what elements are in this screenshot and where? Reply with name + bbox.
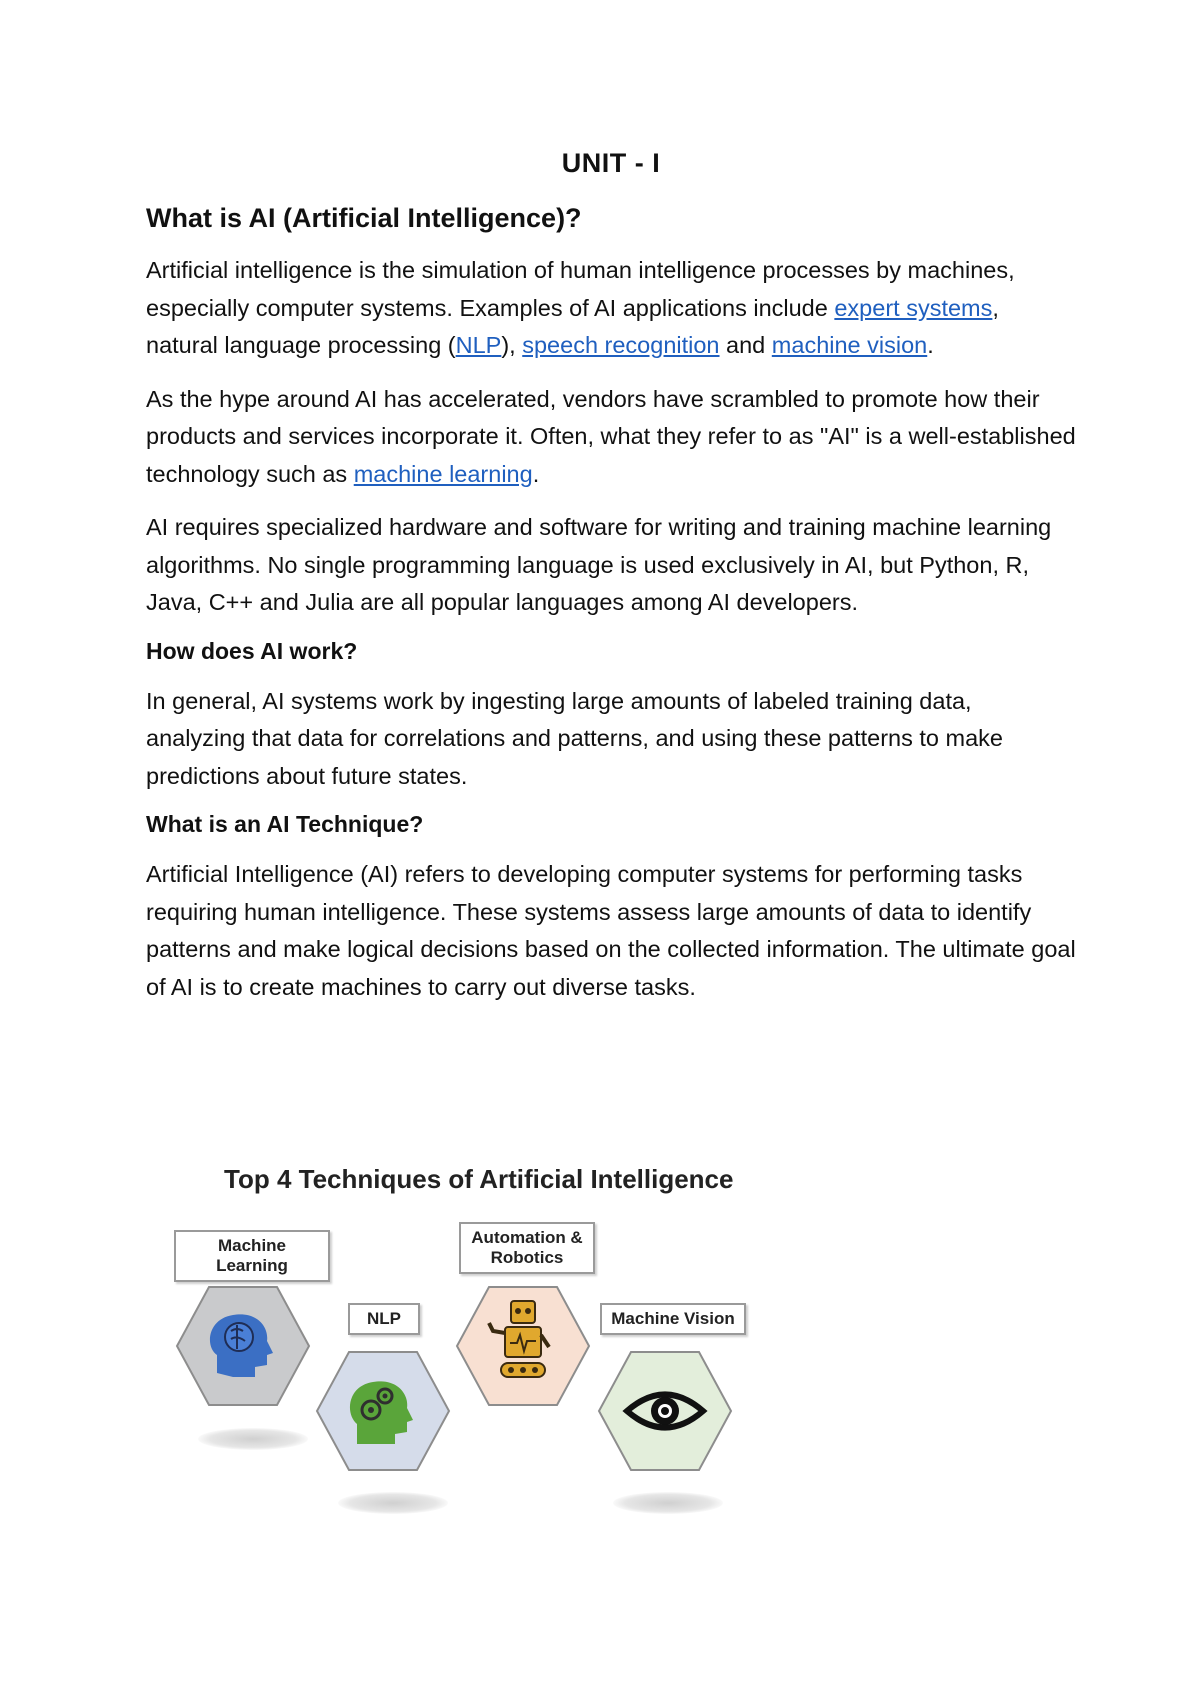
unit-title: UNIT - I [561, 148, 661, 178]
automation-robotics-hexagon [455, 1285, 591, 1407]
text-fragment: ), [501, 332, 523, 358]
hex-shadow [613, 1492, 723, 1514]
machine-learning-hexagon [175, 1285, 311, 1407]
text-fragment: . [927, 332, 934, 358]
heading-what-is-ai: What is AI (Artificial Intelligence)? [146, 203, 582, 233]
machine-vision-hexagon [597, 1350, 733, 1472]
hex-shadow [198, 1428, 308, 1450]
paragraph-ai-hype [146, 381, 1076, 494]
paragraph-ai-definition [146, 252, 1076, 365]
link-speech-recognition[interactable]: speech recognition [522, 332, 720, 358]
text-fragment: , natural language processing ( [146, 294, 999, 358]
text-fragment: and [719, 332, 772, 358]
label-machine-vision: Machine Vision [600, 1303, 746, 1335]
heading-how-ai-works: How does AI work? [146, 637, 358, 664]
label-nlp: NLP [348, 1303, 420, 1335]
document-body [146, 148, 1076, 1022]
paragraph-ai-technique: Artificial Intelligence (AI) refers to developing computer systems for performing tasks requiring human intelligence. These systems assess large amounts of data to identify patterns and make logical decisions based on the collected information. The ultimate goal of AI is to create machines to carry out diverse tasks. [146, 861, 1076, 1000]
link-expert-systems[interactable]: expert systems [834, 294, 993, 321]
label-machine-learning: Machine Learning [174, 1230, 330, 1282]
label-line: Robotics [490, 1248, 564, 1267]
heading-ai-technique: What is an AI Technique? [146, 811, 424, 837]
label-automation-robotics [459, 1222, 595, 1274]
text-fragment: . [532, 460, 540, 487]
hex-shadow [338, 1492, 448, 1514]
paragraph-ai-requirements: AI requires specialized hardware and software for writing and training machine learning algorithms. No single programming language is used exclusively in AI, but Python, R, Java, C++ and Julia are all popular languages among AI developers. [146, 514, 1052, 615]
link-machine-learning[interactable]: machine learning [353, 460, 533, 487]
label-line: Automation & [471, 1228, 583, 1247]
figure-title: Top 4 Techniques of Artificial Intelligence [224, 1164, 734, 1194]
text-fragment: Artificial intelligence is the simulation of human intelligence processes by machines, especially computer systems. Examples of AI applications include [146, 257, 1015, 321]
ai-techniques-figure [160, 1160, 760, 1540]
link-machine-vision[interactable]: machine vision [771, 332, 928, 358]
paragraph-how-ai-works: In general, AI systems work by ingesting large amounts of labeled training data, analyzing that data for correlations and patterns, and using these patterns to make predictions about future states. [146, 687, 1003, 789]
nlp-hexagon [315, 1350, 451, 1472]
text-fragment: As the hype around AI has accelerated, vendors have scrambled to promote how their products and services incorporate it. Often, what they refer to as "AI" is a well-established technology such as [146, 385, 1076, 487]
link-nlp[interactable]: NLP [455, 332, 502, 358]
